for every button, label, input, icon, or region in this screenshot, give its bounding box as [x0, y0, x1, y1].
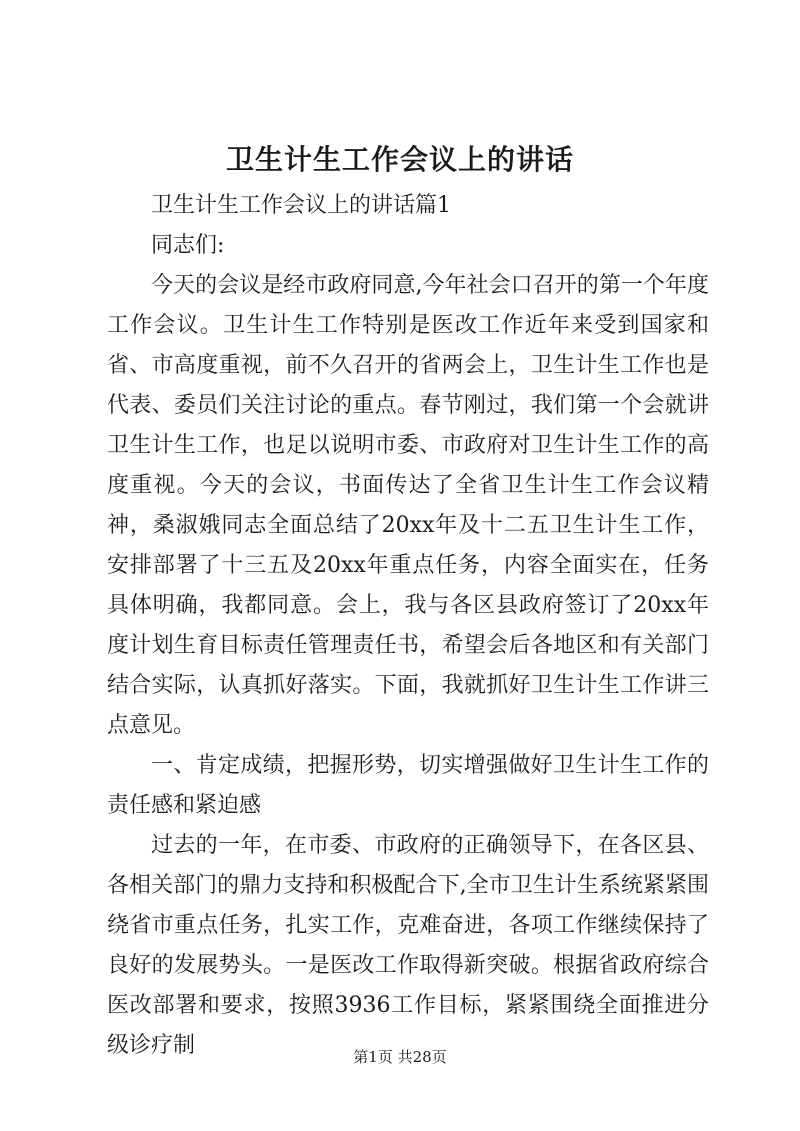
document-body — [107, 186, 709, 1066]
paragraph-salutation: 同志们: — [151, 233, 225, 258]
paragraph-subtitle: 卫生计生工作会议上的讲话篇1 — [151, 193, 451, 218]
paragraph-review: 过去的一年，在市委、市政府的正确领导下，在各区县、各相关部门的鼎力支持和积极配合下,全市卫生计生系统紧紧围绕省市重点任务，扎实工作，克难奋进，各项工作继续保持了良好的发展势头。一是医改工作取得新突破。根据省政府综合医改部署和要求，按照3936工作目标，紧紧围绕全面推进分级诊疗制 — [107, 833, 709, 1058]
paragraph-intro: 今天的会议是经市政府同意,今年社会口召开的第一个年度工作会议。卫生计生工作特别是医改工作近年来受到国家和省、市高度重视，前不久召开的省两会上，卫生计生工作也是代表、委员们关注讨论的重点。春节刚过，我们第一个会就讲卫生计生工作，也足以说明市委、市政府对卫生计生工作的高度重视。今天的会议，书面传达了全省卫生计生工作会议精神，桑淑娥同志全面总结了20xx年及十二五卫生计生工作，安排部署了十三五及20xx年重点任务，内容全面实在，任务具体明确，我都同意。会上，我与各区县政府签订了20xx年度计划生育目标责任管理责任书，希望会后各地区和有关部门结合实际，认真抓好落实。下面，我就抓好卫生计生工作讲三点意见。 — [107, 273, 709, 738]
paragraph-section-heading: 一、肯定成绩，把握形势，切实增强做好卫生计生工作的责任感和紧迫感 — [107, 753, 709, 818]
page-number-footer: 第1页 共28页 — [353, 1048, 447, 1066]
document-title: 卫生计生工作会议上的讲话 — [225, 143, 574, 176]
